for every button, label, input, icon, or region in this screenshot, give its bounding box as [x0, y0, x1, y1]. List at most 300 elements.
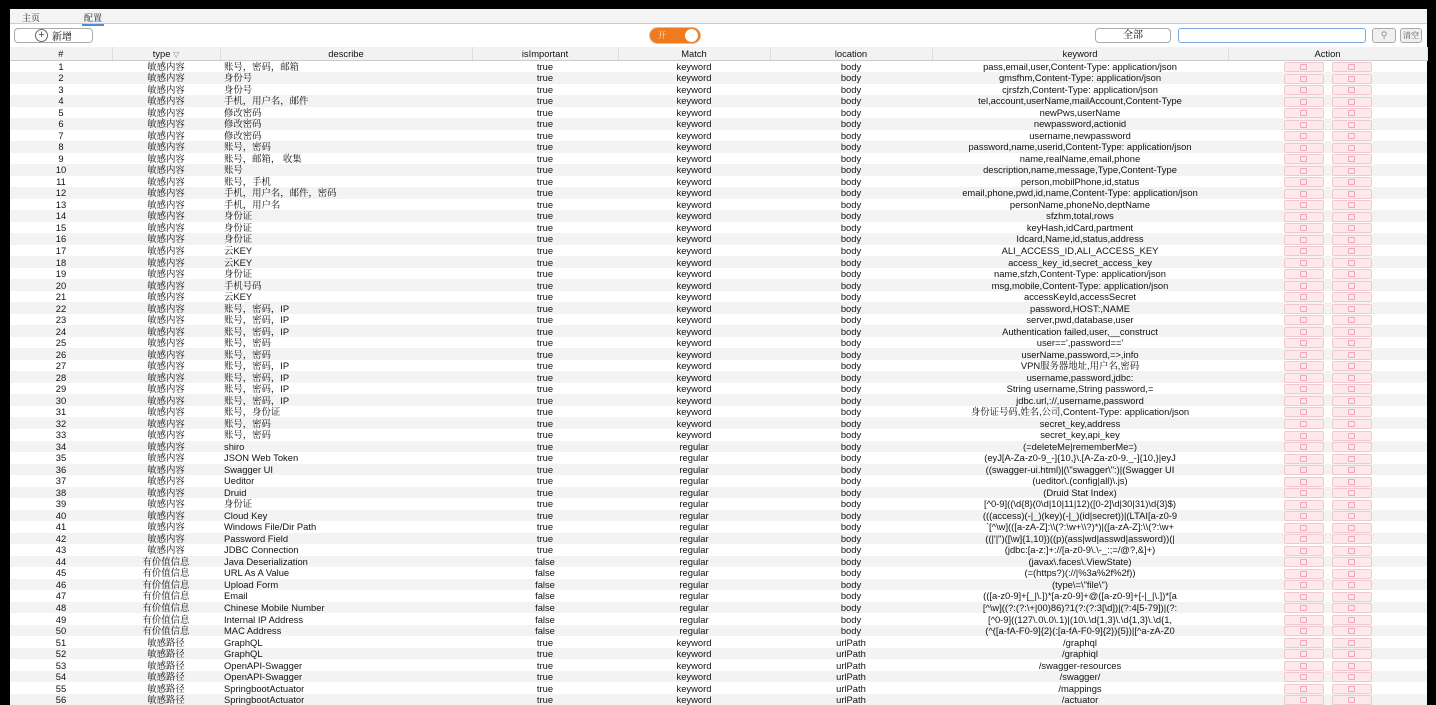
cell-match: regular [679, 567, 709, 579]
delete-icon [1348, 248, 1355, 254]
delete-button[interactable] [1332, 580, 1372, 590]
table-row[interactable] [10, 510, 1427, 522]
cell-describe: 账号，密码，IP [224, 383, 290, 395]
delete-button[interactable] [1332, 62, 1372, 72]
table-row[interactable] [10, 279, 1427, 291]
search-button[interactable] [1372, 28, 1396, 43]
edit-button[interactable] [1284, 534, 1324, 544]
edit-button[interactable] [1284, 143, 1324, 153]
delete-button[interactable] [1332, 177, 1372, 187]
cell-index: 10 [55, 164, 67, 176]
cell-index: 42 [55, 532, 67, 544]
table-row[interactable] [10, 613, 1427, 625]
col-header-match[interactable]: Match [618, 47, 770, 60]
delete-button[interactable] [1332, 223, 1372, 233]
edit-button[interactable] [1284, 327, 1324, 337]
edit-button[interactable] [1284, 523, 1324, 533]
delete-button[interactable] [1332, 638, 1372, 648]
cell-type: 敏感内容 [147, 383, 185, 395]
delete-button[interactable] [1332, 143, 1372, 153]
table-row[interactable] [10, 348, 1427, 360]
delete-button[interactable] [1332, 511, 1372, 521]
table-row[interactable] [10, 671, 1427, 683]
delete-button[interactable] [1332, 74, 1372, 84]
cell-describe: Internal IP Address [224, 613, 304, 625]
cell-index: 50 [55, 625, 67, 637]
cell-index: 33 [55, 429, 67, 441]
cell-isimportant: true [536, 429, 554, 441]
table-row[interactable] [10, 314, 1427, 326]
cell-keyword: (=deleteMe|rememberMe=) [1023, 440, 1137, 452]
table-row[interactable] [10, 394, 1427, 406]
cell-match: keyword [676, 671, 712, 683]
cell-index: 43 [55, 544, 67, 556]
delete-button[interactable] [1332, 108, 1372, 118]
cell-keyword: (((access)(-|_)(key)(-|_)(id|secret))|(LTAI[a-z0-9 [982, 509, 1178, 521]
table-row[interactable] [10, 371, 1427, 383]
table-row[interactable] [10, 245, 1427, 257]
table-row[interactable] [10, 72, 1427, 84]
table-row[interactable] [10, 636, 1427, 648]
edit-button[interactable] [1284, 615, 1324, 625]
cell-keyword: Idcard,Name,id,status,address [1016, 233, 1144, 245]
edit-icon [1300, 64, 1307, 70]
edit-button[interactable] [1284, 442, 1324, 452]
table-row[interactable] [10, 95, 1427, 107]
cell-isimportant: true [536, 72, 554, 84]
edit-button[interactable] [1284, 384, 1324, 394]
table-row[interactable] [10, 302, 1427, 314]
edit-icon [1300, 398, 1307, 404]
cell-action [1228, 452, 1427, 464]
add-button[interactable] [14, 28, 93, 43]
edit-button[interactable] [1284, 304, 1324, 314]
delete-button[interactable] [1332, 258, 1372, 268]
cell-describe: 身份号 [224, 83, 253, 95]
edit-button[interactable] [1284, 97, 1324, 107]
cell-keyword: username,newpassword [1029, 129, 1131, 141]
table-row[interactable] [10, 452, 1427, 464]
delete-button[interactable] [1332, 672, 1372, 682]
edit-button[interactable] [1284, 246, 1324, 256]
delete-icon [1348, 605, 1355, 611]
delete-icon [1348, 456, 1355, 462]
cell-match: regular [679, 555, 709, 567]
cell-isimportant: true [536, 360, 554, 372]
delete-button[interactable] [1332, 120, 1372, 130]
cell-location: body [840, 440, 862, 452]
clear-button[interactable]: 清空 [1400, 28, 1422, 43]
delete-button[interactable] [1332, 695, 1372, 705]
table-row[interactable] [10, 602, 1427, 614]
edit-button[interactable] [1284, 661, 1324, 671]
cell-isimportant: true [536, 245, 554, 256]
cell-isimportant: true [536, 175, 554, 187]
edit-icon [1300, 409, 1307, 415]
edit-button[interactable] [1284, 189, 1324, 199]
table-row[interactable] [10, 682, 1427, 694]
delete-button[interactable] [1332, 592, 1372, 602]
cell-index: 48 [55, 601, 67, 613]
cell-action [1228, 636, 1427, 648]
cell-action [1228, 556, 1427, 568]
cell-index: 55 [55, 682, 67, 694]
edit-button[interactable] [1284, 557, 1324, 567]
edit-button[interactable] [1284, 569, 1324, 579]
cell-isimportant: true [536, 256, 554, 268]
edit-button[interactable] [1284, 488, 1324, 498]
cell-keyword: /graphiql [1062, 648, 1098, 660]
col-header-describe[interactable]: describe [220, 47, 472, 60]
toggle-knob [685, 29, 698, 42]
cell-keyword: secret_key,address [1039, 417, 1121, 429]
delete-icon [1348, 133, 1355, 139]
cell-location: body [840, 187, 862, 199]
cell-describe: 账号，邮箱， 收集 [224, 152, 302, 164]
col-header-type[interactable] [112, 47, 220, 60]
edit-icon [1300, 260, 1307, 266]
cell-keyword: (jdbc:[a-z:]+://[a-z0-9\.\-_:;=/@?,&]+) [1004, 544, 1156, 556]
edit-button[interactable] [1284, 511, 1324, 521]
edit-button[interactable] [1284, 131, 1324, 141]
toggle-label: 开 [658, 31, 666, 40]
edit-button[interactable] [1284, 546, 1324, 556]
cell-action [1228, 417, 1427, 429]
cell-action [1228, 72, 1427, 84]
delete-button[interactable] [1332, 603, 1372, 613]
edit-button[interactable] [1284, 269, 1324, 279]
table-row[interactable] [10, 199, 1427, 211]
delete-button[interactable] [1332, 523, 1372, 533]
cell-isimportant: true [536, 141, 554, 153]
delete-button[interactable] [1332, 431, 1372, 441]
edit-button[interactable] [1284, 281, 1324, 291]
delete-button[interactable] [1332, 338, 1372, 348]
table-row[interactable] [10, 659, 1427, 671]
cell-describe: 账号，密码，IP [224, 302, 290, 314]
cell-match: regular [679, 463, 709, 475]
delete-button[interactable] [1332, 396, 1372, 406]
edit-button[interactable] [1284, 212, 1324, 222]
delete-icon [1348, 697, 1355, 703]
search-input[interactable] [1178, 28, 1366, 43]
delete-button[interactable] [1332, 154, 1372, 164]
table-row[interactable] [10, 383, 1427, 395]
cell-index: 18 [55, 256, 67, 268]
table-row[interactable] [10, 325, 1427, 337]
delete-button[interactable] [1332, 131, 1372, 141]
delete-button[interactable] [1332, 442, 1372, 452]
cell-isimportant: true [536, 291, 554, 303]
table-row[interactable] [10, 441, 1427, 453]
cell-describe: 手机，用户名，邮件 [224, 95, 309, 107]
table-row[interactable] [10, 533, 1427, 545]
delete-button[interactable] [1332, 281, 1372, 291]
delete-button[interactable] [1332, 212, 1372, 222]
col-header-keyword[interactable]: keyword [932, 47, 1228, 60]
cell-match: keyword [676, 233, 712, 245]
table-row[interactable] [10, 176, 1427, 188]
delete-button[interactable] [1332, 465, 1372, 475]
table-row[interactable] [10, 464, 1427, 476]
edit-button[interactable] [1284, 177, 1324, 187]
edit-button[interactable] [1284, 396, 1324, 406]
edit-button[interactable] [1284, 419, 1324, 429]
edit-button[interactable] [1284, 154, 1324, 164]
edit-icon [1300, 99, 1307, 105]
delete-button[interactable] [1332, 85, 1372, 95]
table-row[interactable] [10, 60, 1427, 72]
cell-describe: 账号，密码 [224, 337, 271, 349]
cell-location: body [840, 417, 862, 429]
table-row[interactable] [10, 648, 1427, 660]
cell-type: 敏感内容 [147, 72, 185, 84]
cell-match: keyword [676, 648, 712, 660]
cell-location: urlPath [836, 659, 866, 671]
cell-type: 敏感内容 [147, 406, 185, 418]
delete-button[interactable] [1332, 407, 1372, 417]
delete-icon [1348, 306, 1355, 312]
table-row[interactable] [10, 567, 1427, 579]
table-row[interactable] [10, 141, 1427, 153]
cell-action [1228, 475, 1427, 487]
table-row[interactable] [10, 590, 1427, 602]
cell-location: body [840, 210, 862, 222]
edit-button[interactable] [1284, 500, 1324, 510]
edit-button[interactable] [1284, 603, 1324, 613]
cell-type: 有价值信息 [142, 613, 190, 625]
cell-location: body [840, 486, 862, 498]
table-row[interactable] [10, 579, 1427, 591]
delete-button[interactable] [1332, 235, 1372, 245]
cell-isimportant: true [536, 394, 554, 406]
table-row[interactable] [10, 291, 1427, 303]
delete-button[interactable] [1332, 477, 1372, 487]
delete-button[interactable] [1332, 684, 1372, 694]
edit-icon [1300, 363, 1307, 369]
cell-isimportant: true [536, 152, 554, 164]
cell-index: 14 [55, 210, 67, 222]
enable-toggle[interactable] [650, 28, 700, 43]
table-row[interactable] [10, 429, 1427, 441]
edit-button[interactable] [1284, 672, 1324, 682]
cell-location: body [840, 337, 862, 349]
cell-keyword: person,mobilPhone,id,status [1020, 175, 1140, 187]
delete-button[interactable] [1332, 269, 1372, 279]
cell-isimportant: true [536, 694, 554, 705]
table-row[interactable] [10, 210, 1427, 222]
tab-home[interactable]: 主页 [22, 13, 41, 23]
delete-icon [1348, 628, 1355, 634]
cell-index: 36 [55, 463, 67, 475]
delete-button[interactable] [1332, 361, 1372, 371]
cell-match: regular [679, 452, 709, 464]
cell-location: urlPath [836, 682, 866, 694]
table-row[interactable] [10, 337, 1427, 349]
edit-button[interactable] [1284, 108, 1324, 118]
delete-button[interactable] [1332, 419, 1372, 429]
edit-button[interactable] [1284, 223, 1324, 233]
edit-button[interactable] [1284, 477, 1324, 487]
table-row[interactable] [10, 130, 1427, 142]
cell-match: keyword [676, 72, 712, 84]
table-row[interactable] [10, 475, 1427, 487]
delete-button[interactable] [1332, 304, 1372, 314]
cell-index: 35 [55, 452, 67, 464]
cell-isimportant: true [536, 221, 554, 233]
delete-button[interactable] [1332, 649, 1372, 659]
table-row[interactable] [10, 118, 1427, 130]
edit-button[interactable] [1284, 338, 1324, 348]
cell-keyword: user==',password==' [1036, 337, 1124, 349]
cell-match: regular [679, 498, 709, 510]
table-row[interactable] [10, 417, 1427, 429]
col-header-location[interactable]: location [770, 47, 932, 60]
cell-location: body [840, 118, 862, 130]
edit-button[interactable] [1284, 315, 1324, 325]
edit-button[interactable] [1284, 580, 1324, 590]
cell-location: body [840, 198, 862, 210]
delete-button[interactable] [1332, 626, 1372, 636]
cell-describe: JSON Web Token [224, 452, 299, 464]
edit-button[interactable] [1284, 120, 1324, 130]
table-row[interactable] [10, 268, 1427, 280]
table-row[interactable] [10, 625, 1427, 637]
edit-button[interactable] [1284, 638, 1324, 648]
table-row[interactable] [10, 360, 1427, 372]
edit-button[interactable] [1284, 431, 1324, 441]
delete-button[interactable] [1332, 327, 1372, 337]
table-row[interactable] [10, 544, 1427, 556]
delete-button[interactable] [1332, 384, 1372, 394]
table-row[interactable] [10, 84, 1427, 96]
delete-button[interactable] [1332, 454, 1372, 464]
table-row[interactable] [10, 406, 1427, 418]
table-row[interactable] [10, 233, 1427, 245]
col-header-isimportant[interactable]: isImportant [472, 47, 618, 60]
cell-describe: Druid [224, 486, 247, 498]
cell-index: 54 [55, 671, 67, 683]
cell-isimportant: true [536, 210, 554, 222]
edit-button[interactable] [1284, 373, 1324, 383]
col-header-action[interactable]: Action [1228, 47, 1427, 60]
edit-button[interactable] [1284, 350, 1324, 360]
delete-icon [1348, 479, 1355, 485]
filter-icon[interactable]: ▽ [173, 49, 180, 59]
delete-button[interactable] [1332, 189, 1372, 199]
table-row[interactable] [10, 487, 1427, 499]
table-row[interactable] [10, 256, 1427, 268]
cell-describe: 身份证 [224, 233, 253, 245]
cell-index: 46 [55, 578, 67, 590]
edit-button[interactable] [1284, 649, 1324, 659]
delete-button[interactable] [1332, 534, 1372, 544]
cell-type: 敏感内容 [147, 509, 185, 521]
delete-button[interactable] [1332, 315, 1372, 325]
scope-select[interactable]: 全部 [1095, 28, 1171, 43]
table-row[interactable] [10, 187, 1427, 199]
delete-button[interactable] [1332, 200, 1372, 210]
cell-match: regular [679, 509, 709, 521]
edit-button[interactable] [1284, 407, 1324, 417]
cell-action [1228, 118, 1427, 130]
delete-icon [1348, 409, 1355, 415]
edit-icon [1300, 525, 1307, 531]
delete-button[interactable] [1332, 292, 1372, 302]
tab-bar [10, 9, 1427, 24]
cell-type: 有价值信息 [142, 590, 190, 602]
delete-button[interactable] [1332, 615, 1372, 625]
table-row[interactable] [10, 222, 1427, 234]
edit-button[interactable] [1284, 235, 1324, 245]
cell-index: 32 [55, 417, 67, 429]
cell-describe: 云KEY [224, 256, 253, 268]
cell-keyword: /actuator [1061, 694, 1099, 705]
cell-location: body [840, 521, 862, 533]
table-row[interactable] [10, 153, 1427, 165]
delete-button[interactable] [1332, 350, 1372, 360]
edit-button[interactable] [1284, 592, 1324, 602]
edit-button[interactable] [1284, 361, 1324, 371]
table-row[interactable] [10, 556, 1427, 568]
cell-describe: JDBC Connection [224, 544, 299, 556]
table-row[interactable] [10, 164, 1427, 176]
delete-button[interactable] [1332, 97, 1372, 107]
delete-button[interactable] [1332, 500, 1372, 510]
edit-button[interactable] [1284, 62, 1324, 72]
table-row[interactable] [10, 521, 1427, 533]
edit-button[interactable] [1284, 85, 1324, 95]
edit-button[interactable] [1284, 74, 1324, 84]
table-row[interactable] [10, 694, 1427, 705]
cell-index: 47 [55, 590, 67, 602]
cell-type: 有价值信息 [142, 625, 190, 637]
delete-button[interactable] [1332, 557, 1372, 567]
cell-type: 敏感内容 [147, 314, 185, 326]
cell-isimportant: true [536, 463, 554, 475]
cell-isimportant: true [536, 60, 554, 72]
edit-button[interactable] [1284, 258, 1324, 268]
edit-button[interactable] [1284, 695, 1324, 705]
delete-button[interactable] [1332, 488, 1372, 498]
col-header-index[interactable]: # [10, 47, 112, 60]
table-row[interactable] [10, 107, 1427, 119]
cell-type: 敏感内容 [147, 371, 185, 383]
cell-match: keyword [676, 268, 712, 280]
cell-describe: 修改密码 [224, 118, 262, 130]
edit-button[interactable] [1284, 292, 1324, 302]
delete-button[interactable] [1332, 246, 1372, 256]
delete-button[interactable] [1332, 569, 1372, 579]
edit-button[interactable] [1284, 454, 1324, 464]
cell-isimportant: true [536, 440, 554, 452]
delete-button[interactable] [1332, 373, 1372, 383]
delete-button[interactable] [1332, 546, 1372, 556]
tab-config[interactable]: 配置 [82, 11, 104, 26]
delete-button[interactable] [1332, 166, 1372, 176]
delete-button[interactable] [1332, 661, 1372, 671]
edit-button[interactable] [1284, 465, 1324, 475]
edit-button[interactable] [1284, 684, 1324, 694]
delete-icon [1348, 375, 1355, 381]
edit-button[interactable] [1284, 200, 1324, 210]
edit-icon [1300, 467, 1307, 473]
table-row[interactable] [10, 498, 1427, 510]
edit-button[interactable] [1284, 626, 1324, 636]
cell-index: 23 [55, 314, 67, 326]
edit-button[interactable] [1284, 166, 1324, 176]
cell-type: 敏感内容 [147, 337, 185, 349]
